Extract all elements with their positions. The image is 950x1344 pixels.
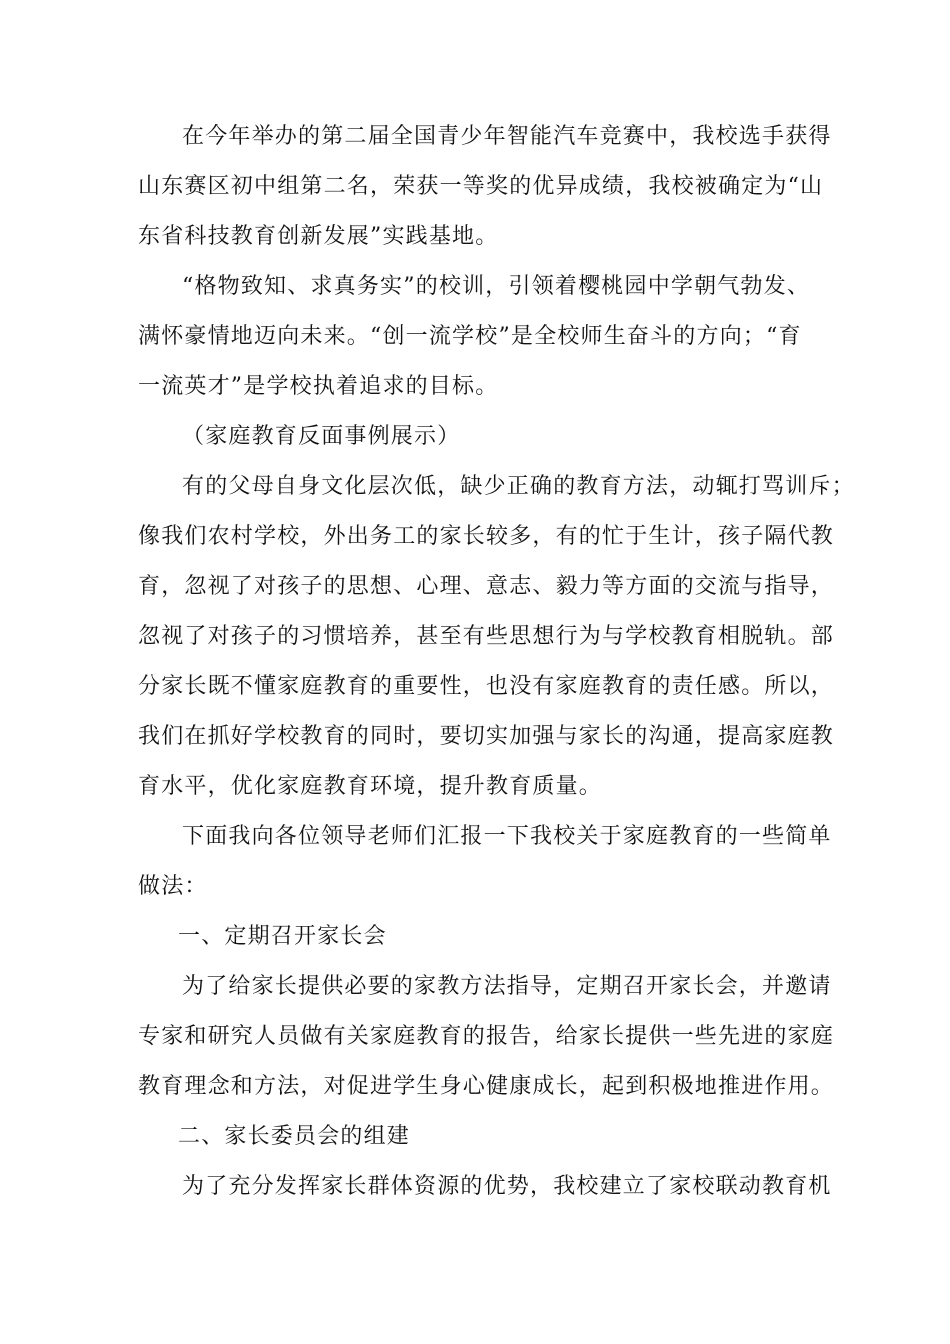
- text-line: 育水平，优化家庭教育环境，提升教育质量。: [138, 774, 603, 799]
- text-line: 专家和研究人员做有关家庭教育的报告，给家长提供一些先进的家庭: [138, 1024, 835, 1049]
- paragraph-parent-meeting: [138, 962, 835, 1112]
- paragraph-parent-issues: [138, 462, 855, 812]
- text-line: 分家长既不懂家庭教育的重要性，也没有家庭教育的责任感。所以，: [138, 674, 835, 699]
- heading-text: 二、家长委员会的组建: [178, 1124, 411, 1149]
- text-line: （家庭教育反面事例展示）: [182, 424, 461, 449]
- text-line: 像我们农村学校，外出务工的家长较多，有的忙于生计，孩子隔代教: [138, 524, 835, 549]
- text-line: 东省科技教育创新发展”实践基地。: [138, 224, 499, 249]
- text-line: 为了充分发挥家长群体资源的优势，我校建立了家校联动教育机: [182, 1174, 832, 1199]
- text-line: 满怀豪情地迈向未来。“创一流学校”是全校师生奋斗的方向；“育: [138, 324, 802, 349]
- text-line: 育，忽视了对孩子的思想、心理、意志、毅力等方面的交流与指导，: [138, 574, 835, 599]
- text-line: “格物致知、求真务实”的校训，引领着樱桃园中学朝气勃发、: [182, 274, 811, 299]
- text-line: 下面我向各位领导老师们汇报一下我校关于家庭教育的一些简单: [182, 824, 832, 849]
- text-line: 我们在抓好学校教育的同时，要切实加强与家长的沟通，提高家庭教: [138, 724, 835, 749]
- text-line: 一流英才”是学校执着追求的目标。: [138, 374, 499, 399]
- heading-text: 一、定期召开家长会: [178, 924, 387, 949]
- text-line: 教育理念和方法，对促进学生身心健康成长，起到积极地推进作用。: [138, 1074, 835, 1099]
- text-line: 山东赛区初中组第二名，荣获一等奖的优异成绩，我校被确定为“山: [138, 174, 824, 199]
- document-page: [138, 112, 855, 1212]
- paragraph-report-intro: [138, 812, 832, 912]
- paragraph-motto: [138, 262, 818, 412]
- section-heading-parent-committee: [138, 1112, 818, 1162]
- text-line: 在今年举办的第二届全国青少年智能汽车竞赛中，我校选手获得: [182, 124, 832, 149]
- section-heading-parent-meeting: [138, 912, 818, 962]
- text-line: 忽视了对孩子的习惯培养，甚至有些思想行为与学校教育相脱轨。部: [138, 624, 835, 649]
- text-line: 做法：: [138, 874, 208, 899]
- paragraph-competition: [138, 112, 832, 262]
- paragraph-negative-example-note: [138, 412, 818, 462]
- paragraph-parent-committee: [138, 1162, 832, 1212]
- text-line: 有的父母自身文化层次低，缺少正确的教育方法，动辄打骂训斥；: [182, 474, 855, 499]
- text-line: 为了给家长提供必要的家教方法指导，定期召开家长会，并邀请: [182, 974, 832, 999]
